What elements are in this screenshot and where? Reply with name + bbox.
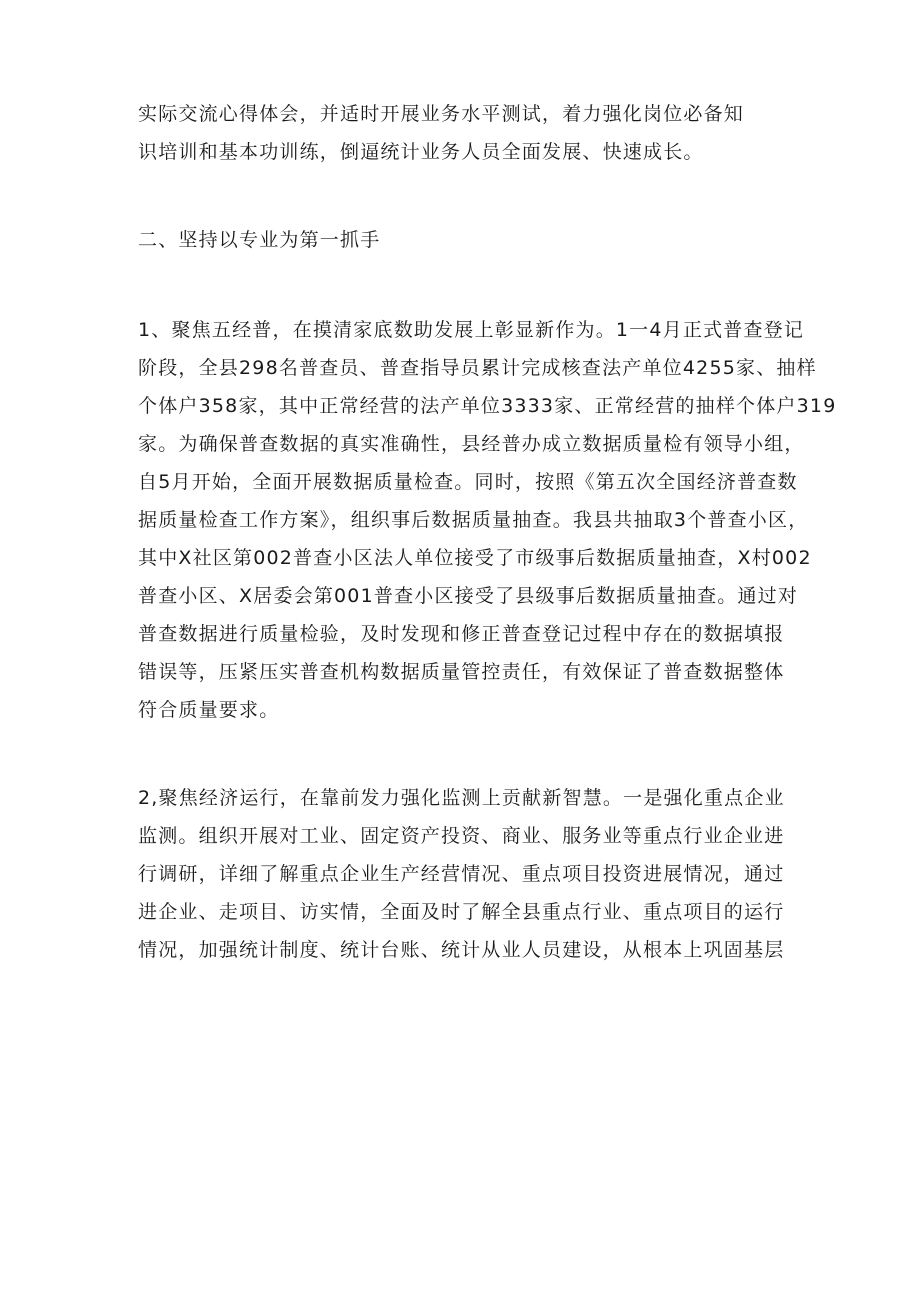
intro-paragraph: [138, 95, 783, 171]
text-line: 2,聚焦经济运行，在靠前发力强化监测上贡献新智慧。一是强化重点企业: [138, 787, 785, 809]
text-line: 其中X社区第002普查小区法人单位接受了市级事后数据质量抽查，X村002: [138, 547, 812, 569]
text-line: 符合质量要求。: [138, 699, 280, 721]
section-heading: [138, 221, 783, 259]
text-line: 据质量检查工作方案》，组织事后数据质量抽查。我县共抽取3个普查小区，: [138, 509, 809, 531]
text-line: 自5月开始，全面开展数据质量检查。同时，按照《第五次全国经济普查数: [138, 471, 798, 493]
text-line: 情况，加强统计制度、统计台账、统计从业人员建设，从根本上巩固基层: [138, 939, 785, 961]
text-line: 行调研，详细了解重点企业生产经营情况、重点项目投资进展情况，通过: [138, 863, 785, 885]
paragraph-1: [138, 311, 837, 729]
text-line: 个体户358家，其中正常经营的法产单位3333家、正常经营的抽样个体户319: [138, 395, 837, 417]
document-body: [138, 95, 837, 969]
text-line: 阶段，全县298名普查员、普查指导员累计完成核查法产单位4255家、抽样: [138, 357, 817, 379]
text-line: 普查数据进行质量检验，及时发现和修正普查登记过程中存在的数据填报: [138, 623, 785, 645]
text-line: 识培训和基本功训练，倒逼统计业务人员全面发展、快速成长。: [138, 141, 704, 163]
section-heading-text: 二、坚持以专业为第一抓手: [138, 229, 381, 251]
paragraph-2: [138, 779, 783, 969]
text-line: 监测。组织开展对工业、固定资产投资、商业、服务业等重点行业企业进: [138, 825, 785, 847]
text-line: 1、聚焦五经普，在摸清家底数助发展上彰显新作为。1一4月正式普查登记: [138, 319, 805, 341]
text-line: 家。为确保普查数据的真实准确性，县经普办成立数据质量检有领导小组，: [138, 433, 805, 455]
text-line: 错误等，压紧压实普查机构数据质量管控责任，有效保证了普查数据整体: [138, 661, 785, 683]
text-line: 进企业、走项目、访实情，全面及时了解全县重点行业、重点项目的运行: [138, 901, 785, 923]
text-line: 普查小区、X居委会第001普查小区接受了县级事后数据质量抽查。通过对: [138, 585, 799, 607]
text-line: 实际交流心得体会，并适时开展业务水平测试，着力强化岗位必备知: [138, 103, 745, 125]
